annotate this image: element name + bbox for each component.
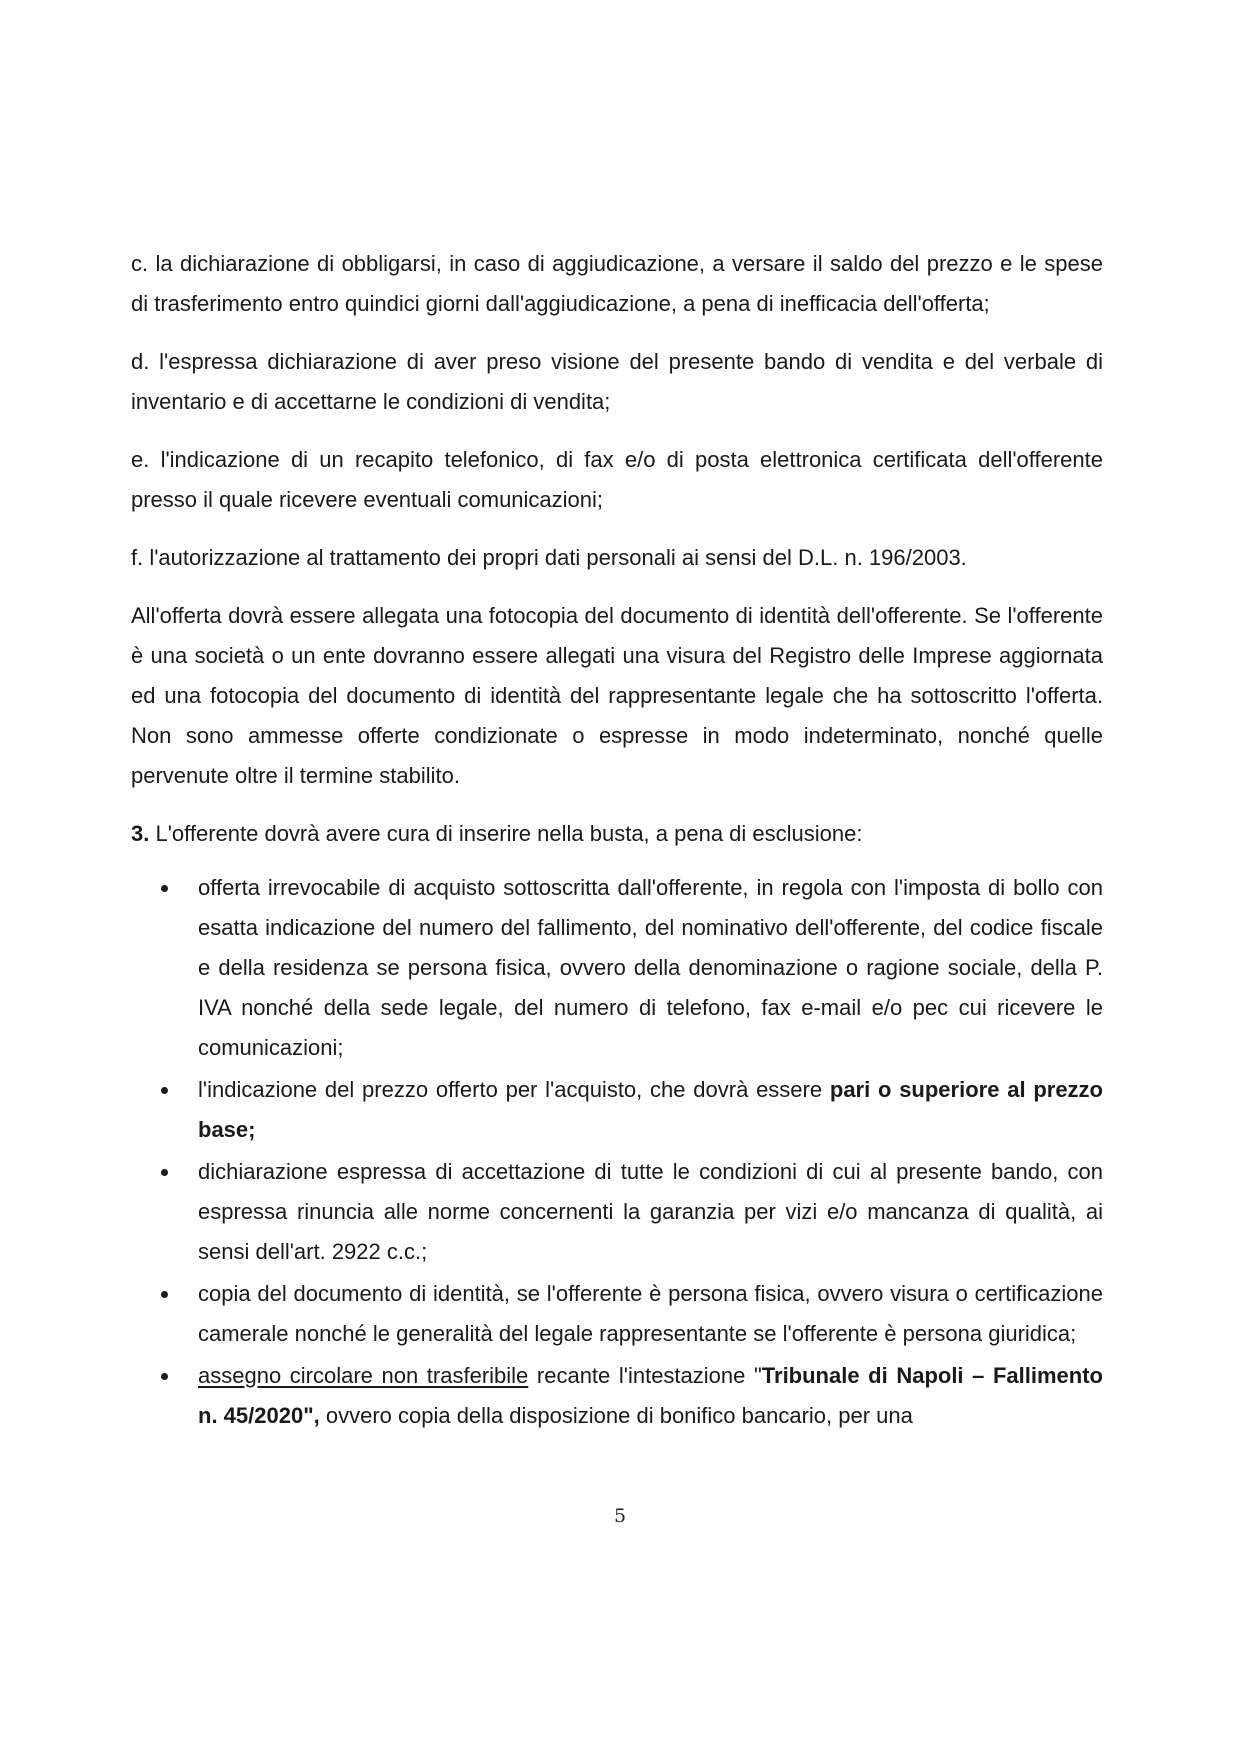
list-item — [131, 1152, 1103, 1272]
attachments-paragraph: All'offerta dovrà essere allegata una fotocopia del documento di identità dell'offerente. Se l'offerente è una società o un ente dovranno essere allegati una visura del Registro delle Imprese aggiornata ed una fotocopia del documento di identità del rappresentante legale che ha sottoscritto l'offerta. Non sono ammesse offerte condizionate o espresse in modo indeterminato, nonché quelle pervenute oltre il termine stabilito. — [131, 603, 1103, 788]
requirements-list — [131, 868, 1103, 1436]
list-item-bold-text: pari o superiore al prezzo base; — [198, 1077, 1103, 1142]
bullet-icon — [161, 1169, 168, 1176]
list-item-text: l'indicazione del prezzo offerto per l'acquisto, che dovrà essere — [198, 1077, 830, 1102]
list-item-text: recante l'intestazione " — [528, 1363, 762, 1388]
bullet-icon — [161, 885, 168, 892]
list-item-text: copia del documento di identità, se l'offerente è persona fisica, ovvero visura o certificazione camerale nonché le generalità del legale rappresentante se l'offerente è persona giuridica; — [198, 1281, 1103, 1346]
list-item — [131, 1070, 1103, 1150]
list-item-text: dichiarazione espressa di accettazione di tutte le condizioni di cui al presente bando, con espressa rinuncia alle norme concernenti la garanzia per vizi e/o mancanza di qualità, ai sensi dell'art. 2922 c.c.; — [198, 1159, 1103, 1264]
section-3-text: L'offerente dovrà avere cura di inserire nella busta, a pena di esclusione: — [149, 821, 863, 846]
page-number: 5 — [613, 1505, 627, 1527]
list-item — [131, 1274, 1103, 1354]
item-d: d. l'espressa dichiarazione di aver preso visione del presente bando di vendita e del verbale di inventario e di accettarne le condizioni di vendita; — [131, 349, 1103, 414]
bullet-icon — [161, 1291, 168, 1298]
list-item-text-end: ovvero copia della disposizione di bonifico bancario, per una — [319, 1403, 913, 1428]
list-item-underlined-text: assegno circolare non trasferibile — [198, 1363, 529, 1388]
bullet-icon — [161, 1373, 168, 1380]
section-3-heading — [131, 814, 1103, 854]
document-body — [131, 244, 1103, 1438]
list-item — [131, 1356, 1103, 1436]
list-item-bold-text: Tribunale di Napoli – Fallimento n. 45/2020", — [198, 1363, 1103, 1428]
section-number: 3. — [131, 821, 150, 846]
item-c: c. la dichiarazione di obbligarsi, in caso di aggiudicazione, a versare il saldo del prezzo e le spese di trasferimento entro quindici giorni dall'aggiudicazione, a pena di inefficacia dell'offerta; — [131, 251, 1103, 316]
list-item-text: offerta irrevocabile di acquisto sottoscritta dall'offerente, in regola con l'imposta di bollo con esatta indicazione del numero del fallimento, del nominativo dell'offerente, del codice fiscale e della residenza se persona fisica, ovvero della denominazione o ragione sociale, della P. IVA nonché della sede legale, del numero di telefono, fax e-mail e/o pec cui ricevere le comunicazioni; — [198, 875, 1103, 1060]
item-f: f. l'autorizzazione al trattamento dei propri dati personali ai sensi del D.L. n. 196/2003. — [131, 545, 967, 570]
bullet-icon — [161, 1087, 168, 1094]
list-item — [131, 868, 1103, 1068]
item-e: e. l'indicazione di un recapito telefonico, di fax e/o di posta elettronica certificata dell'offerente presso il quale ricevere eventuali comunicazioni; — [131, 447, 1103, 512]
